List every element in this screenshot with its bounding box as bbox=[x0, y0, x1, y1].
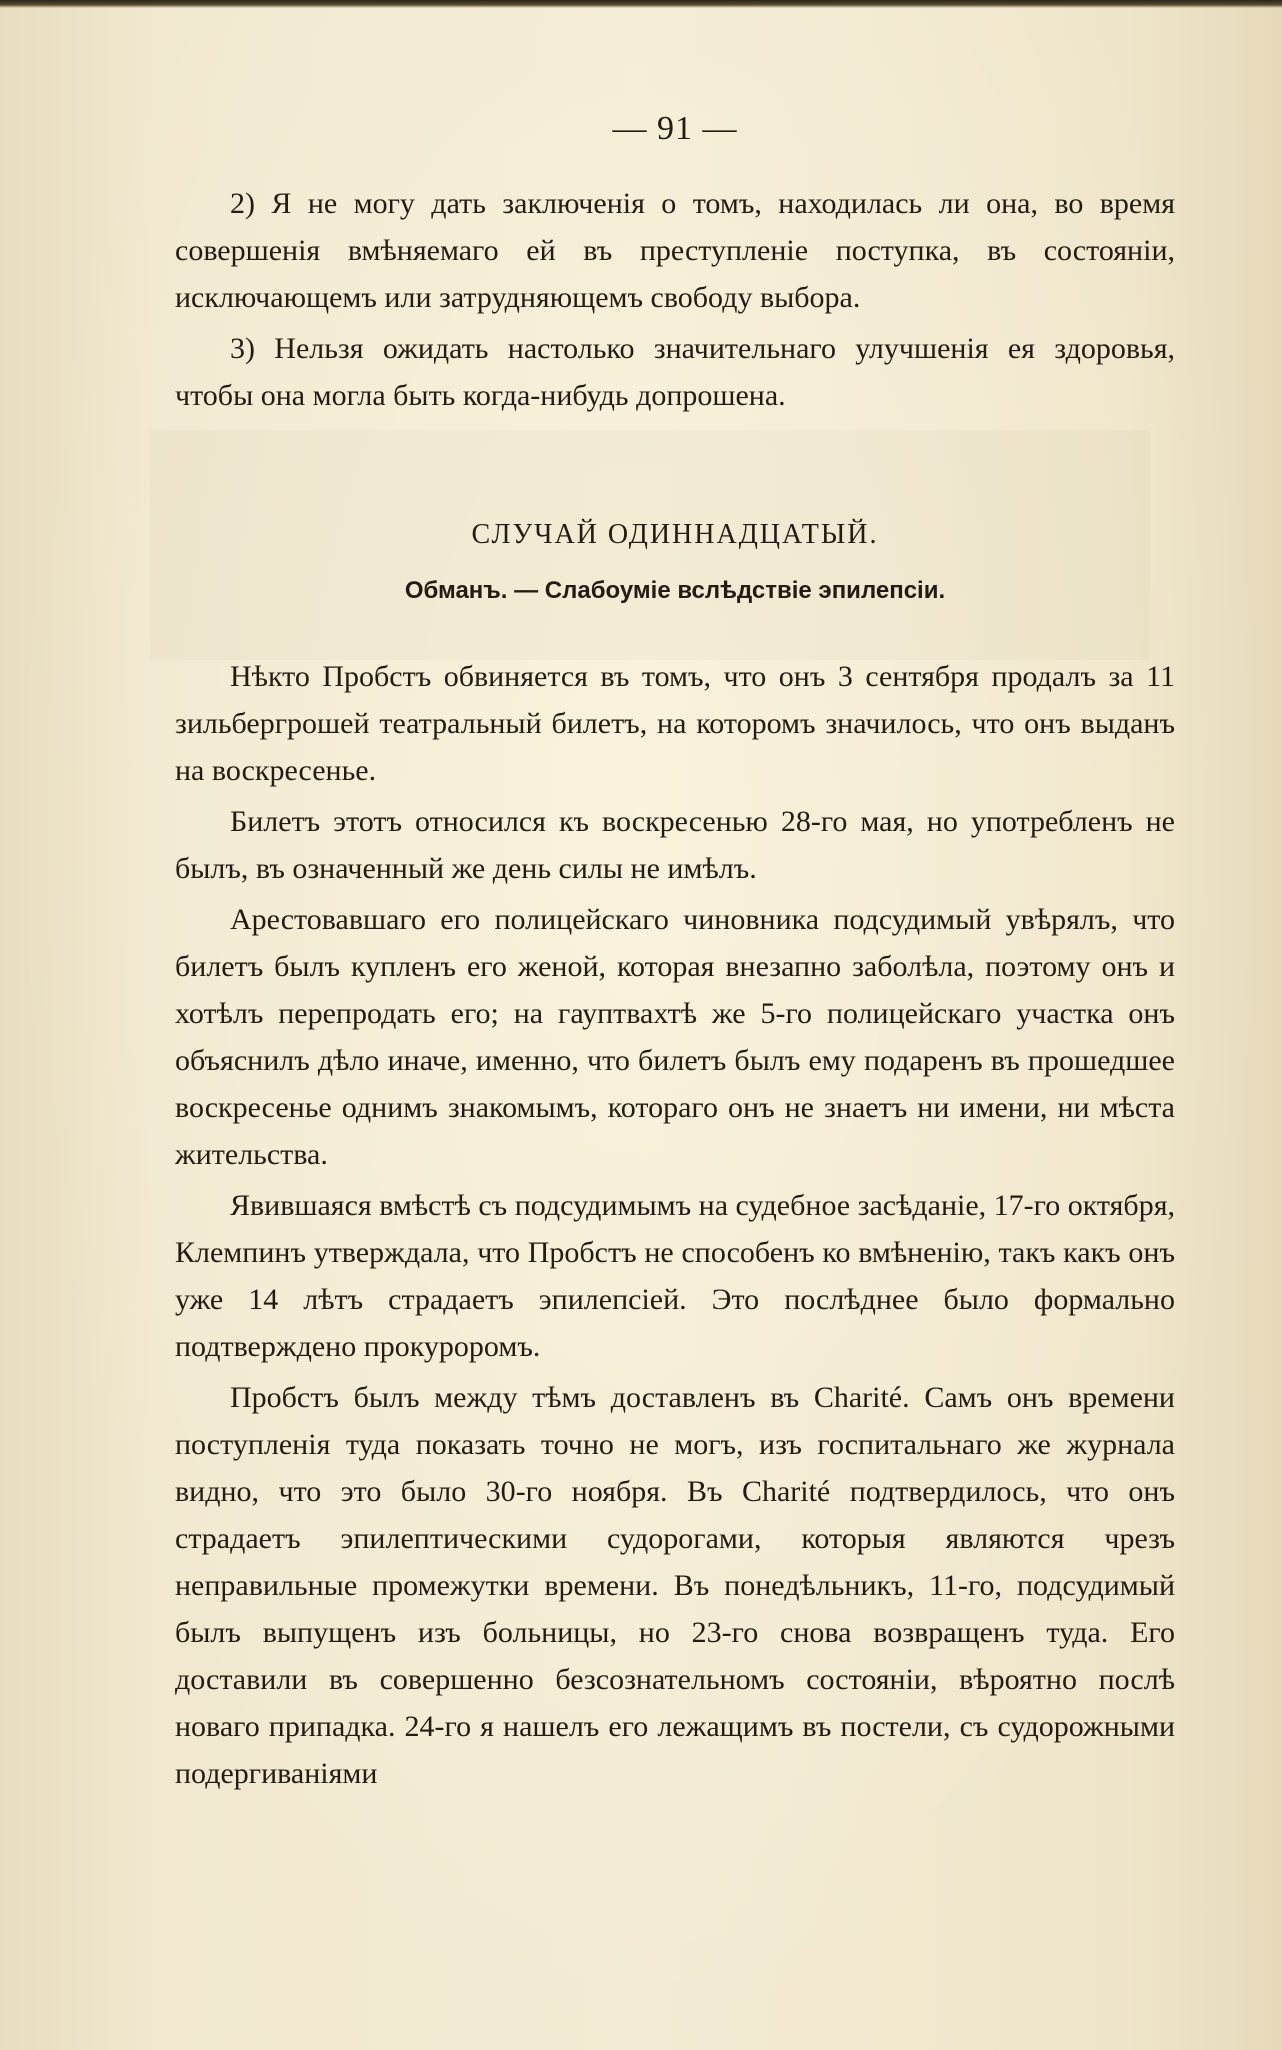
page-number: — 91 — bbox=[612, 110, 738, 147]
paragraph-conclusion-3: 3) Нельзя ожидать настолько значительнаго улучшенія ея здоровья, чтобы она могла быть когда-нибудь допрошена. bbox=[175, 332, 1175, 412]
section-title: СЛУЧАЙ ОДИННАДЦАТЫЙ. bbox=[471, 519, 879, 550]
paragraph-body-3: Арестовавшаго его полицейскаго чиновника подсудимый увѣрялъ, что билетъ былъ купленъ его женой, которая внезапно заболѣла, поэтому онъ и хотѣлъ перепродать его; на гауптвахтѣ же 5-го полицейскаго участка онъ объяснилъ дѣло иначе, именно, что билетъ былъ ему подаренъ въ прошедшее воскресенье однимъ знакомымъ, котораго онъ не знаетъ ни имени, ни мѣста жительства. bbox=[175, 903, 1175, 1171]
paragraph-conclusion-2: 2) Я не могу дать заключенія о томъ, находилась ли она, во время совершенія вмѣняемаго ей въ преступленіе поступка, въ состояніи, исключающемъ или затрудняющемъ свободу выбора. bbox=[175, 187, 1175, 314]
section-subtitle: Обманъ. — Слабоуміе вслѣдствіе эпилепсіи. bbox=[404, 577, 946, 604]
paragraph-body-4: Явившаяся вмѣстѣ съ подсудимымъ на судебное засѣданіе, 17-го октября, Клемпинъ утверждала, что Пробстъ не способенъ ко вмѣненію, такъ какъ онъ уже 14 лѣтъ страдаетъ эпилепсіей. Это послѣднее было формально подтверждено прокуроромъ. bbox=[175, 1189, 1175, 1363]
paragraph-body-2: Билетъ этотъ относился къ воскресенью 28-го мая, но употребленъ не былъ, въ означенный же день силы не имѣлъ. bbox=[175, 805, 1175, 885]
paragraph-body-5: Пробстъ былъ между тѣмъ доставленъ въ Charité. Самъ онъ времени поступленія туда показать точно не могъ, изъ госпитальнаго же журнала видно, что это было 30-го ноября. Въ Charité подтвердилось, что онъ страдаетъ эпилептическими судорогами, которыя являются чрезъ неправильные промежутки времени. Въ понедѣльникъ, 11-го, подсудимый былъ выпущенъ изъ больницы, но 23-го снова возвращенъ туда. Его доставили въ совершенно безсознательномъ состояніи, вѣроятно послѣ новаго припадка. 24-го я нашелъ его лежащимъ въ постели, съ судорожными подергиваніями bbox=[175, 1381, 1175, 1790]
page-content bbox=[175, 110, 1175, 1801]
paragraph-body-1: Нѣкто Пробстъ обвиняется въ томъ, что онъ 3 сентября продалъ за 11 зильбергрошей театральный билетъ, на которомъ значилось, что онъ выданъ на воскресенье. bbox=[175, 660, 1175, 787]
page-top-edge bbox=[0, 0, 1282, 8]
